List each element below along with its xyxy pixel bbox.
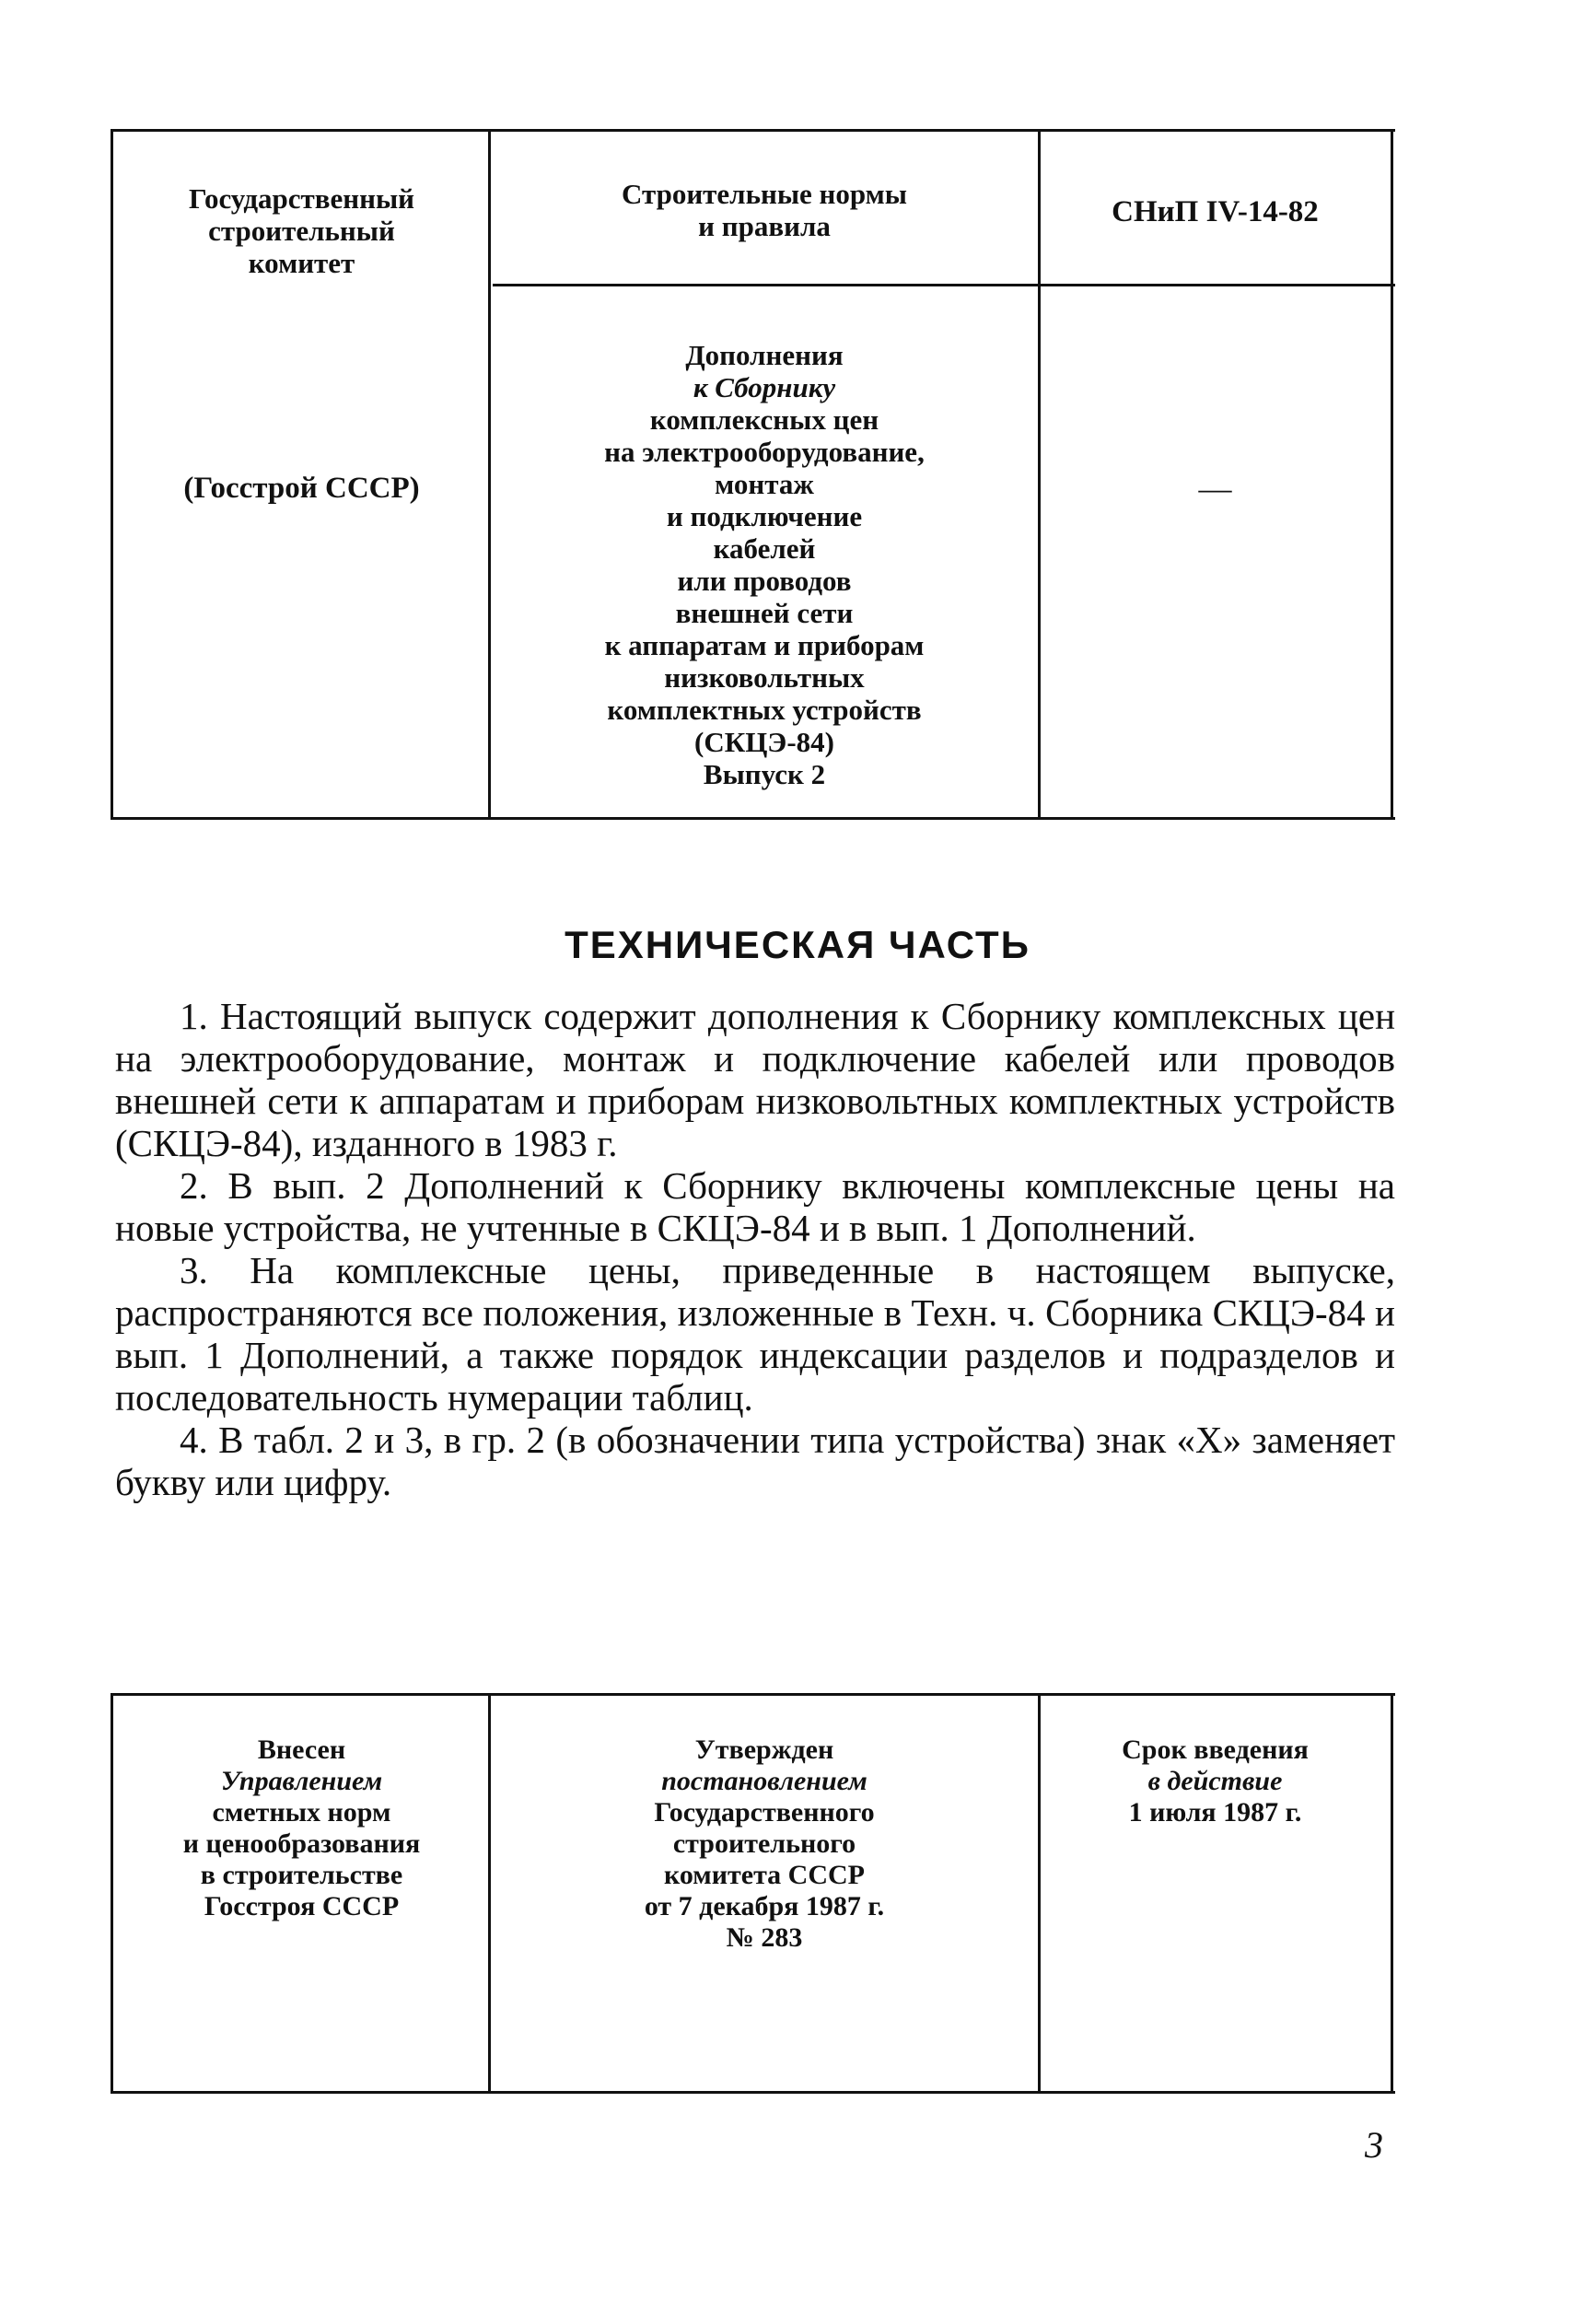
dash-cell xyxy=(1042,470,1388,507)
introduced-by-cell xyxy=(120,1734,483,1922)
paragraph-text: В вып. 2 Дополнений к Сборнику включены комплексные цены на новые устройства, не учтенные в СКЦЭ-84 и в вып. 1 Дополнений. xyxy=(115,1164,1395,1249)
introduced-by-line: Внесен xyxy=(257,1734,346,1765)
document-title-line: комплексных цен xyxy=(649,403,879,436)
effective-date-cell xyxy=(1042,1734,1388,1828)
document-title-line: и подключение xyxy=(666,500,863,532)
approved-by-line: Утвержден xyxy=(694,1734,834,1765)
document-title-line: на электрооборудование, xyxy=(604,436,925,468)
paragraph xyxy=(115,995,1395,1164)
approved-by-cell xyxy=(493,1734,1036,1954)
empty-dash: — xyxy=(1198,470,1232,507)
norms-line: Строительные нормы xyxy=(622,178,907,210)
paragraph-text: В табл. 2 и 3, в гр. 2 (в обозначении типа устройства) знак «Х» заменяет букву или цифру. xyxy=(115,1419,1395,1503)
document-title-line: низковольтных xyxy=(664,661,865,694)
paragraph xyxy=(115,1419,1395,1503)
table-divider-1 xyxy=(488,132,491,817)
table-border-left xyxy=(111,132,113,817)
approved-by-line: Государственного xyxy=(654,1797,875,1828)
snip-code: СНиП IV-14-82 xyxy=(1112,195,1319,228)
committee-line: Государственный xyxy=(188,182,415,215)
introduced-by-line: и ценообразования xyxy=(182,1828,421,1859)
document-title-line: Дополнения xyxy=(685,339,844,371)
approved-by-line: строительного xyxy=(672,1828,856,1859)
effective-date-line: в действие xyxy=(1147,1766,1283,1796)
gosstroy-cell xyxy=(120,473,483,505)
effective-date-line: Срок введения xyxy=(1122,1734,1309,1765)
approved-by-line: от 7 декабря 1987 г. xyxy=(644,1891,885,1921)
table-border-left xyxy=(111,1696,113,2091)
approved-by-line: постановлением xyxy=(661,1766,867,1796)
committee-line: комитет xyxy=(248,247,355,279)
introduced-by-line: Госстроя СССР xyxy=(204,1891,400,1921)
document-title-line: к аппаратам и приборам xyxy=(604,629,925,661)
document-title-line: к Сборнику xyxy=(693,371,836,403)
gosstroy-label: (Госстрой СССР) xyxy=(183,472,420,505)
approved-by-line: комитета СССР xyxy=(663,1860,865,1890)
document-title-line: внешней сети xyxy=(675,597,854,629)
paragraph-text: На комплексные цены, приведенные в настоящем выпуске, распространяются все положения, изложенные в Техн. ч. Сборника СКЦЭ-84 и вып. 1 Дополнений, а также порядок индексации разделов и подразделов и последовательность нумерации таблиц. xyxy=(115,1249,1395,1419)
document-title-cell xyxy=(493,339,1036,790)
introduced-by-line: сметных норм xyxy=(212,1797,391,1828)
paragraph xyxy=(115,1164,1395,1249)
norms-line: и правила xyxy=(698,210,831,242)
paragraph-number: 2. xyxy=(180,1164,208,1207)
section-title: ТЕХНИЧЕСКАЯ ЧАСТЬ xyxy=(565,923,1030,966)
table-divider-1 xyxy=(488,1696,491,2091)
table-border-right xyxy=(1391,1696,1393,2091)
page-number: 3 xyxy=(1365,2124,1383,2166)
document-title-line: комплектных устройств xyxy=(607,694,922,726)
paragraph-number: 4. xyxy=(180,1419,208,1461)
paragraph-text: Настоящий выпуск содержит дополнения к Сборнику комплексных цен на электрооборудование, монтаж и подключение кабелей или проводов внешней сети к аппаратам и приборам низковольтных комплектных устройств (СКЦЭ-84), изданного в 1983 г. xyxy=(115,995,1396,1164)
document-title-line: или проводов xyxy=(677,565,852,597)
document-title-line: Выпуск 2 xyxy=(703,758,826,790)
committee-line: строительный xyxy=(208,215,395,247)
table-row-divider xyxy=(493,284,1395,286)
document-title-line: монтаж xyxy=(715,468,814,500)
document-title-line: кабелей xyxy=(713,532,816,565)
approved-by-line: № 283 xyxy=(726,1922,803,1953)
code-cell xyxy=(1042,196,1388,228)
paragraph-number: 1. xyxy=(180,995,208,1037)
norms-cell xyxy=(493,178,1036,242)
table-divider-2 xyxy=(1038,1696,1041,2091)
technical-part-body xyxy=(115,995,1395,1503)
paragraph-number: 3. xyxy=(180,1249,208,1291)
paragraph xyxy=(115,1249,1395,1419)
document-title-line: (СКЦЭ-84) xyxy=(694,726,834,758)
committee-cell xyxy=(120,182,483,279)
effective-date-line: 1 июля 1987 г. xyxy=(1128,1797,1302,1828)
table-divider-2 xyxy=(1038,132,1041,817)
table-border-right xyxy=(1391,132,1393,817)
introduced-by-line: Управлением xyxy=(220,1766,383,1796)
introduced-by-line: в строительстве xyxy=(200,1860,403,1890)
header-table xyxy=(111,129,1395,820)
approval-table xyxy=(111,1693,1395,2094)
